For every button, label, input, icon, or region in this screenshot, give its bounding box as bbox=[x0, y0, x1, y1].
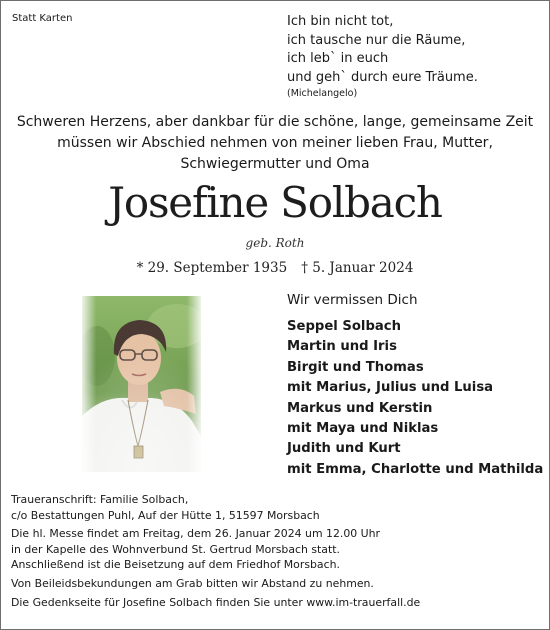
header-label: Statt Karten bbox=[12, 13, 73, 24]
intro-line: Schwiegermutter und Oma bbox=[180, 156, 370, 172]
poem-author: (Michelangelo) bbox=[287, 88, 358, 99]
mourner-name: Martin und Iris bbox=[287, 339, 397, 355]
mourner-name: Markus und Kerstin bbox=[287, 400, 433, 416]
mourner-name: Birgit und Thomas bbox=[287, 359, 424, 375]
memorial-page-note bbox=[11, 595, 420, 611]
service-line: Anschließend ist die Beisetzung auf dem Friedhof Morsbach. bbox=[11, 558, 340, 572]
maiden-name: geb. Roth bbox=[245, 236, 305, 250]
condolence-note bbox=[11, 576, 420, 592]
intro-line: Schweren Herzens, aber dankbar für die schöne, lange, gemeinsame Zeit bbox=[16, 114, 534, 130]
poem-line: Ich bin nicht tot, bbox=[287, 14, 394, 29]
mourners-intro: Wir vermissen Dich bbox=[287, 292, 418, 308]
portrait-photo bbox=[82, 296, 201, 472]
life-dates bbox=[1, 260, 549, 276]
death-date: † 5. Januar 2024 bbox=[301, 260, 414, 276]
poem bbox=[287, 13, 478, 100]
intro-text bbox=[11, 112, 539, 175]
mourning-address bbox=[11, 492, 420, 523]
address-line: c/o Bestattungen Puhl, Auf der Hütte 1, 51597 Morsbach bbox=[11, 508, 320, 522]
poem-line: ich leb` in euch bbox=[287, 51, 389, 66]
service-info bbox=[11, 526, 420, 573]
mourners-list bbox=[287, 317, 543, 480]
mourner-name: mit Maya und Niklas bbox=[287, 421, 439, 437]
service-line: Die hl. Messe findet am Freitag, dem 26. Januar 2024 um 12.00 Uhr bbox=[11, 527, 381, 541]
mourner-name: mit Emma, Charlotte und Mathilda bbox=[287, 461, 544, 477]
mourner-name: mit Marius, Julius und Luisa bbox=[287, 380, 494, 396]
condolence-line: Von Beileidsbekundungen am Grab bitten wir Abstand zu nehmen. bbox=[11, 576, 374, 590]
intro-line: müssen wir Abschied nehmen von meiner lieben Frau, Mutter, bbox=[57, 135, 493, 151]
service-line: in der Kapelle des Wohnverbund St. Gertrud Morsbach statt. bbox=[11, 542, 340, 556]
address-line: Traueranschrift: Familie Solbach, bbox=[11, 493, 189, 506]
mourner-name: Seppel Solbach bbox=[287, 319, 401, 334]
birth-date: * 29. September 1935 bbox=[136, 260, 288, 276]
poem-line: und geh` durch eure Träume. bbox=[287, 69, 478, 85]
mourner-name: Judith und Kurt bbox=[287, 441, 401, 457]
footer-info bbox=[11, 492, 420, 613]
deceased-name: Josefine Solbach bbox=[108, 178, 442, 227]
poem-line: ich tausche nur die Räume, bbox=[287, 32, 466, 48]
memorial-line: Die Gedenkseite für Josefine Solbach finden Sie unter www.im-trauerfall.de bbox=[11, 595, 421, 609]
